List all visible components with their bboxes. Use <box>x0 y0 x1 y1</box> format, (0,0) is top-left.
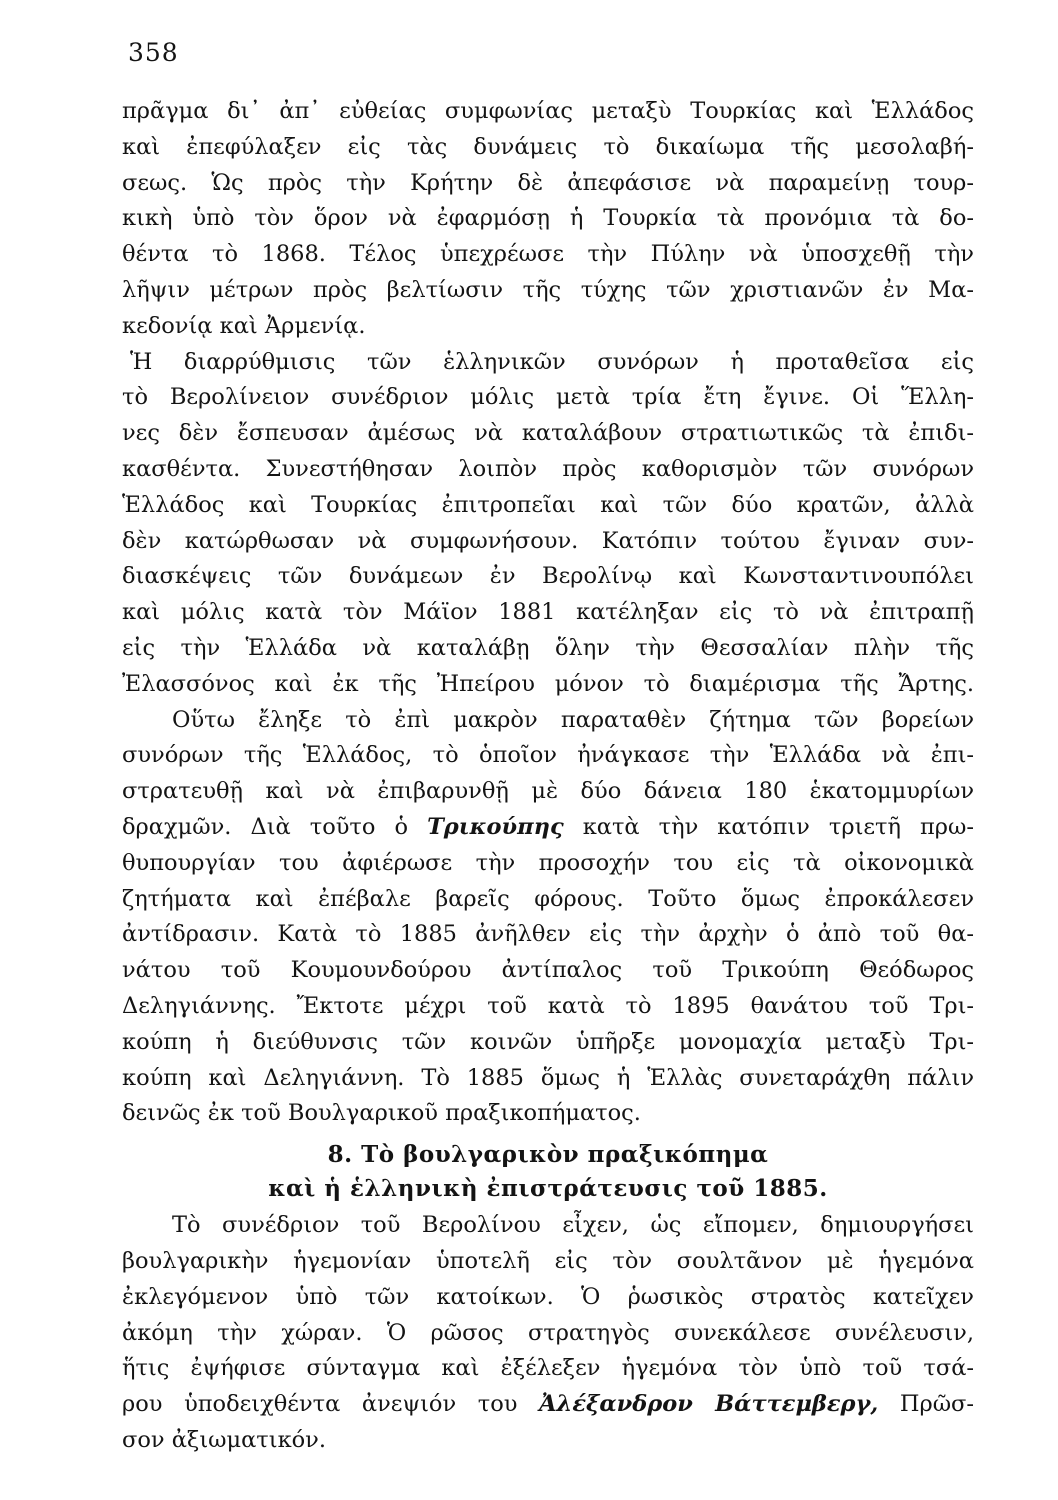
text-line: ἐκλεγόμενον ὑπὸ τῶν κατοίκων. Ὁ ῥωσικὸς στρατὸς κατεῖχεν <box>122 1283 974 1310</box>
text-line: δεινῶς ἐκ τοῦ Βουλγαρικοῦ πραξικοπήματος. <box>122 1100 641 1127</box>
text-line: ἀντίδρασιν. Κατὰ τὸ 1885 ἀνῆλθεν εἰς τὴν ἀρχὴν ὁ ἀπὸ τοῦ θα- <box>122 921 974 948</box>
text-line <box>122 1387 974 1423</box>
text-line: τὸ Βερολίνειον συνέδριον μόλις μετὰ τρία ἔτη ἔγινε. Οἱ Ἕλλη- <box>122 384 974 411</box>
text-segment: Πρῶσ- <box>878 1391 974 1418</box>
text-line: θυπουργίαν του ἀφιέρωσε τὴν προσοχήν του εἰς τὰ οἰκονομικὰ <box>122 849 974 876</box>
text-segment: ρου ὑποδειχθέντα ἀνεψιόν του <box>122 1391 540 1418</box>
text-line: Ἡ διαρρύθμισις τῶν ἑλληνικῶν συνόρων ἡ προταθεῖσα εἰς <box>130 348 974 375</box>
text-line: ἥτις ἐψήφισε σύνταγμα καὶ ἐξέλεξεν ἡγεμόνα τὸν ὑπὸ τοῦ τσά- <box>122 1355 974 1382</box>
text-line: Δεληγιάννης. Ἔκτοτε μέχρι τοῦ κατὰ τὸ 1895 θανάτου τοῦ Τρι- <box>122 992 974 1019</box>
section-heading-line-1: 8. Τὸ βουλγαρικὸν πραξικόπημα <box>327 1141 769 1169</box>
text-line: θέντα τὸ 1868. Τέλος ὑπεχρέωσε τὴν Πύλην νὰ ὑποσχεθῇ τὴν <box>122 241 974 268</box>
text-line: σον ἀξιωματικόν. <box>122 1426 327 1453</box>
text-line: Οὕτω ἔληξε τὸ ἐπὶ μακρὸν παραταθὲν ζήτημα τῶν βορείων <box>172 706 974 733</box>
section-heading-line-2: καὶ ἡ ἑλληνικὴ ἐπιστράτευσις τοῦ 1885. <box>268 1175 828 1203</box>
text-line: βουλγαρικὴν ἡγεμονίαν ὑποτελῆ εἰς τὸν σουλτᾶνον μὲ ἡγεμόνα <box>122 1247 974 1274</box>
text-line <box>122 810 974 846</box>
text-line: στρατευθῇ καὶ νὰ ἐπιβαρυνθῇ μὲ δύο δάνεια 180 ἑκατομμυρίων <box>122 778 974 805</box>
text-line: εἰς τὴν Ἑλλάδα νὰ καταλάβῃ ὅλην τὴν Θεσσαλίαν πλὴν τῆς <box>122 634 974 661</box>
text-line: ἀκόμη τὴν χώραν. Ὁ ρῶσος στρατηγὸς συνεκάλεσε συνέλευσιν, <box>122 1319 974 1346</box>
text-line: Ἑλλάδος καὶ Τουρκίας ἐπιτροπεῖαι καὶ τῶν δύο κρατῶν, ἀλλὰ <box>122 491 974 518</box>
text-segment: κατὰ τὴν κατόπιν τριετῆ πρω- <box>563 813 974 840</box>
text-line: κικὴ ὑπὸ τὸν ὅρον νὰ ἐφαρμόσῃ ἡ Τουρκία τὰ προνόμια τὰ δο- <box>122 205 974 232</box>
text-line: διασκέψεις τῶν δυνάμεων ἐν Βερολίνῳ καὶ Κωνσταντινουπόλει <box>122 563 974 590</box>
text-line: πρᾶγμα δι᾽ ἀπ᾽ εὐθείας συμφωνίας μεταξὺ Τουρκίας καὶ Ἑλλάδος <box>122 98 974 124</box>
text-line: κούπη καὶ Δεληγιάννη. Τὸ 1885 ὅμως ἡ Ἑλλὰς συνεταράχθη πάλιν <box>122 1064 974 1091</box>
text-line: σεως. Ὡς πρὸς τὴν Κρήτην δὲ ἀπεφάσισε νὰ παραμείνῃ τουρ- <box>122 169 974 196</box>
person-name: Τρικούπης <box>427 813 564 840</box>
text-line: Ἐλασσόνος καὶ ἐκ τῆς Ἠπείρου μόνον τὸ διαμέρισμα τῆς Ἄρτης. <box>122 670 974 697</box>
text-line: νες δὲν ἔσπευσαν ἀμέσως νὰ καταλάβουν στρατιωτικῶς τὰ ἐπιδι- <box>122 420 974 447</box>
page-number: 358 <box>128 38 179 67</box>
text-line: δὲν κατώρθωσαν νὰ συμφωνήσουν. Κατόπιν τούτου ἔγιναν συν- <box>122 527 974 554</box>
person-name: Ἀλέξανδρον Βάττεμβεργ, <box>539 1391 879 1418</box>
text-line: κασθέντα. Συνεστήθησαν λοιπὸν πρὸς καθορισμὸν τῶν συνόρων <box>122 455 974 482</box>
text-line: νάτου τοῦ Κουμουνδούρου ἀντίπαλος τοῦ Τρικούπη Θεόδωρος <box>122 957 974 984</box>
text-line: ζητήματα καὶ ἐπέβαλε βαρεῖς φόρους. Τοῦτο ὅμως ἐπροκάλεσεν <box>122 885 974 912</box>
text-line: συνόρων τῆς Ἑλλάδος, τὸ ὁποῖον ἠνάγκασε τὴν Ἑλλάδα νὰ ἐπι- <box>122 742 974 769</box>
text-line: κούπη ἡ διεύθυνσις τῶν κοινῶν ὑπῆρξε μονομαχία μεταξὺ Τρι- <box>122 1028 974 1055</box>
text-segment: δραχμῶν. Διὰ τοῦτο ὁ <box>122 813 428 840</box>
text-line: κεδονίᾳ καὶ Ἀρμενίᾳ. <box>122 312 366 339</box>
text-line: καὶ μόλις κατὰ τὸν Μάϊον 1881 κατέληξαν εἰς τὸ νὰ ἐπιτραπῇ <box>122 599 974 626</box>
text-line: Τὸ συνέδριον τοῦ Βερολίνου εἶχεν, ὡς εἴπομεν, δημιουργήσει <box>172 1212 974 1239</box>
body-text <box>122 94 974 1459</box>
text-line: καὶ ἐπεφύλαξεν εἰς τὰς δυνάμεις τὸ δικαίωμα τῆς μεσολαβή- <box>122 133 974 160</box>
text-line: λῆψιν μέτρων πρὸς βελτίωσιν τῆς τύχης τῶν χριστιανῶν ἐν Μα- <box>122 276 974 303</box>
